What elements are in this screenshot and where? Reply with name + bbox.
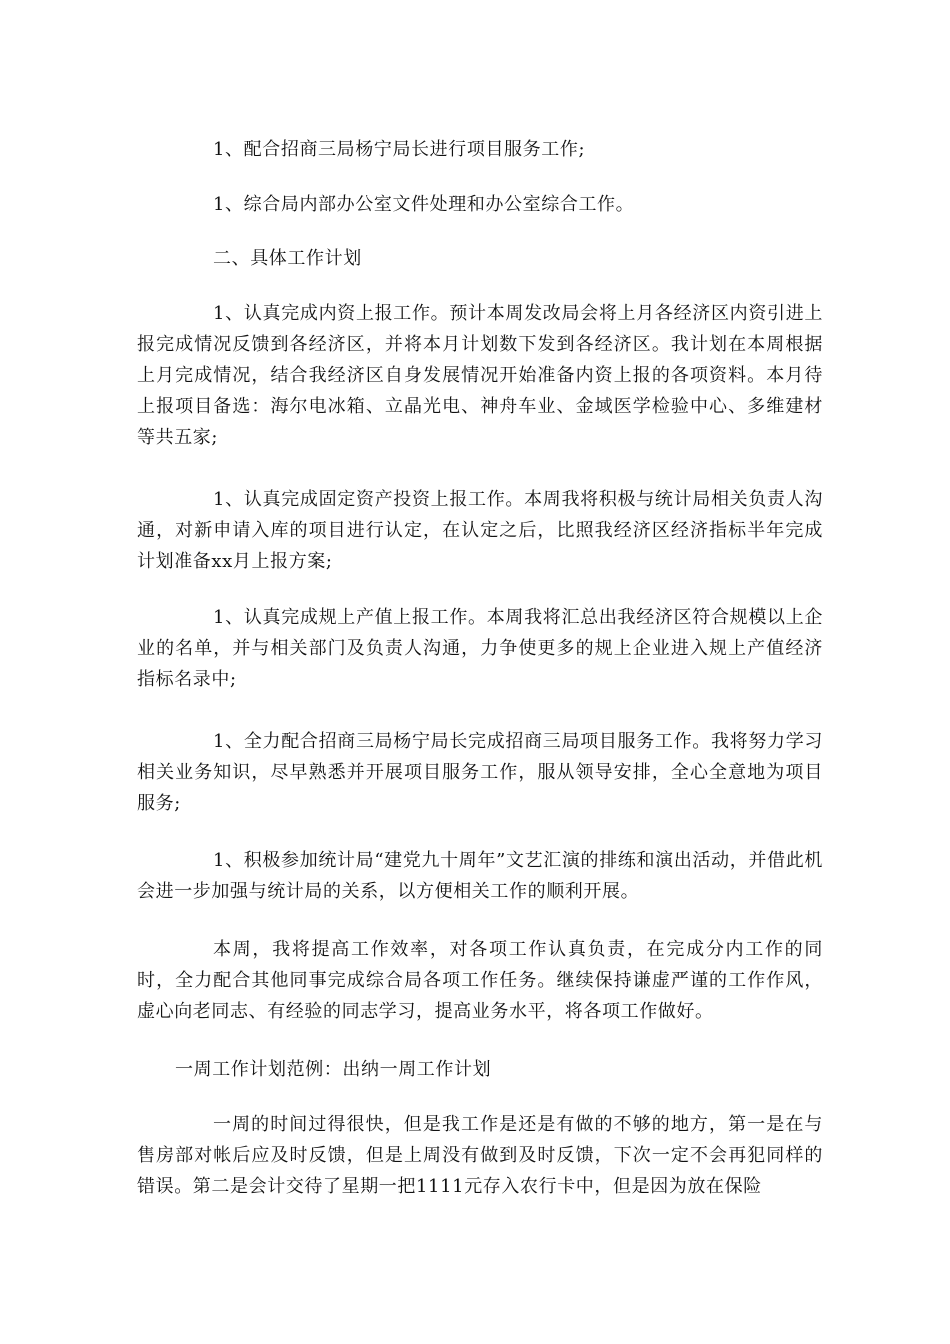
paragraph-task-1: 1、配合招商三局杨宁局长进行项目服务工作; bbox=[213, 139, 586, 160]
paragraph-summary: 本周，我将提高工作效率，对各项工作认真负责，在完成分内工作的同时，全力配合其他同事完成综合局各项工作任务。继续保持谦虚严谨的工作作风，虚心向老同志、有经验的同志学习，提高业务水平，将各项工作做好。 bbox=[137, 939, 823, 1022]
paragraph-plan-domestic-capital: 1、认真完成内资上报工作。预计本周发改局会将上月各经济区内资引进上报完成情况反馈到各经济区，并将本月计划数下发到各经济区。我计划在本周根据上月完成情况，结合我经济区自身发展情况开始准备内资上报的各项资料。本月待上报项目备选：海尔电冰箱、立晶光电、神舟车业、金域医学检验中心、多维建材等共五家; bbox=[137, 303, 823, 448]
paragraph-plan-project-service: 1、全力配合招商三局杨宁局长完成招商三局项目服务工作。我将努力学习相关业务知识，尽早熟悉并开展项目服务工作，服从领导安排，全心全意地为项目服务; bbox=[137, 731, 823, 814]
paragraph-plan-fixed-assets: 1、认真完成固定资产投资上报工作。本周我将积极与统计局相关负责人沟通，对新申请入库的项目进行认定，在认定之后，比照我经济区经济指标半年完成计划准备xx月上报方案; bbox=[137, 489, 823, 572]
paragraph-cashier-review: 一周的时间过得很快，但是我工作是还是有做的不够的地方，第一是在与售房部对帐后应及时反馈，但是上周没有做到及时反馈，下次一定不会再犯同样的错误。第二是会计交待了星期一把1111元存入农行卡中，但是因为放在保险 bbox=[137, 1114, 823, 1197]
paragraph-task-2: 1、综合局内部办公室文件处理和办公室综合工作。 bbox=[213, 194, 635, 215]
section-heading-plan: 二、具体工作计划 bbox=[213, 248, 362, 269]
paragraph-plan-output-value: 1、认真完成规上产值上报工作。本周我将汇总出我经济区符合规模以上企业的名单，并与相关部门及负责人沟通，力争使更多的规上企业进入规上产值经济指标名录中; bbox=[137, 607, 823, 690]
paragraph-plan-performance: 1、积极参加统计局“建党九十周年”文艺汇演的排练和演出活动，并借此机会进一步加强与统计局的关系，以方便相关工作的顺利开展。 bbox=[137, 850, 823, 902]
subheading-example: 一周工作计划范例：出纳一周工作计划 bbox=[175, 1059, 492, 1080]
